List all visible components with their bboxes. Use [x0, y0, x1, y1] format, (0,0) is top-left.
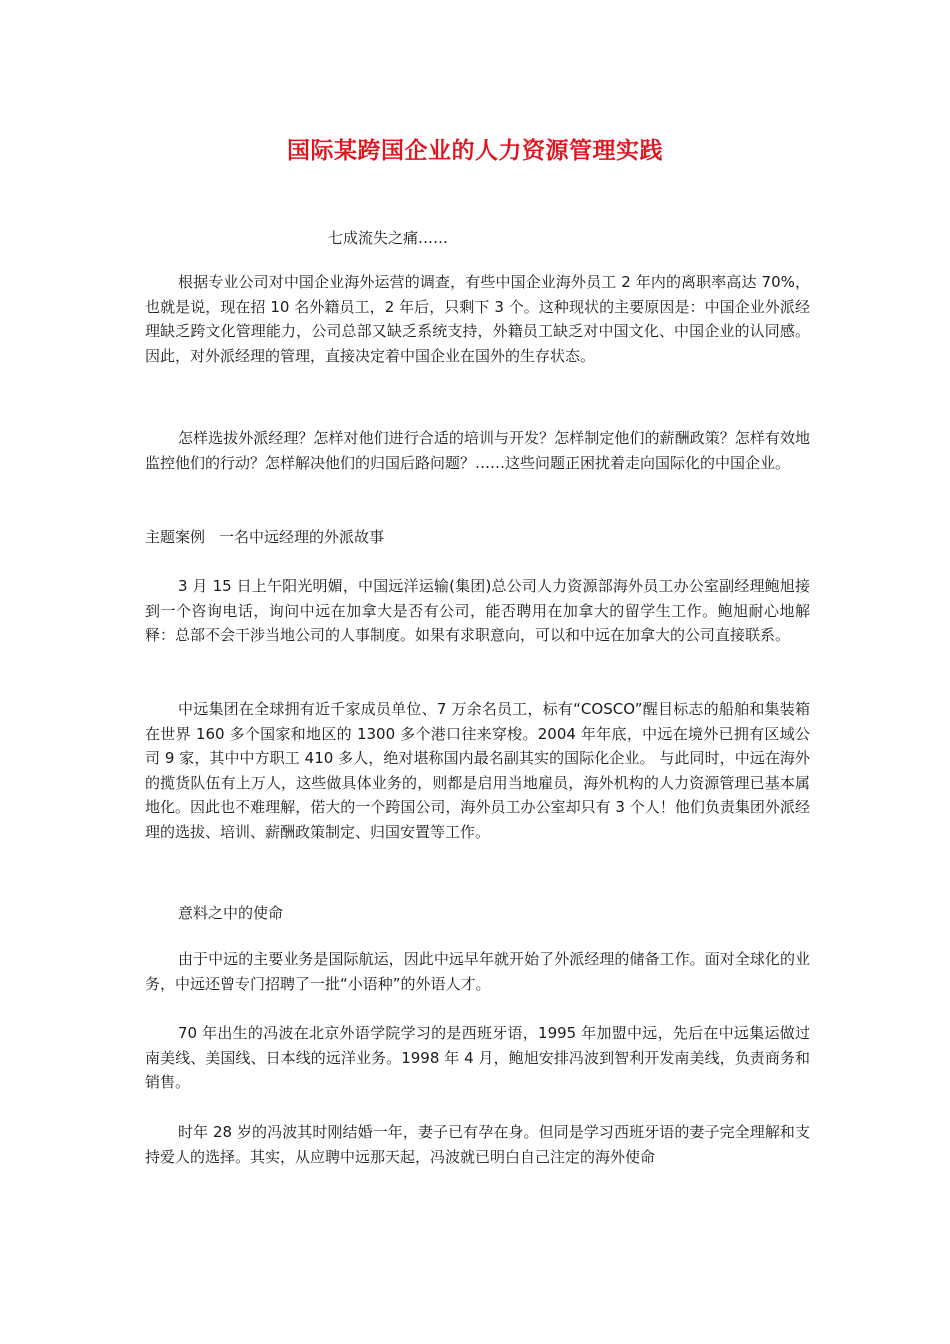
- paragraph-intro-2: 怎样选拔外派经理？怎样对他们进行合适的培训与开发？怎样制定他们的薪酬政策？怎样有效地监控他们的行动？怎样解决他们的归国后路问题？……这些问题正困扰着走向国际化的中国企业。: [145, 429, 810, 472]
- document-subtitle: 七成流失之痛……: [328, 229, 449, 247]
- document-title: 国际某跨国企业的人力资源管理实践: [287, 137, 663, 164]
- paragraph-intro-1: 根据专业公司对中国企业海外运营的调查，有些中国企业海外员工 2 年内的离职率高达 70%，也就是说，现在招 10 名外籍员工，2 年后，只剩下 3 个。这种现状的主要原因是：中国企业外派经理缺乏跨文化管理能力，公司总部又缺乏系统支持，外籍员工缺乏对中国文化、中国企业的认同感。因此，对外派经理的管理，直接决定着中国企业在国外的生存状态。: [145, 273, 810, 365]
- paragraph-section-3: 时年 28 岁的冯波其时刚结婚一年，妻子已有孕在身。但同是学习西班牙语的妻子完全理解和支持爱人的选择。其实，从应聘中远那天起，冯波就已明白自己注定的海外使命: [145, 1123, 810, 1166]
- case-heading-text: 一名中远经理的外派故事: [219, 528, 385, 546]
- paragraph-section-2: 70 年出生的冯波在北京外语学院学习的是西班牙语，1995 年加盟中远，先后在中远集运做过南美线、美国线、日本线的远洋业务。1998 年 4 月，鲍旭安排冯波到智利开发南美线，负责商务和销售。: [145, 1024, 810, 1091]
- paragraph-section-1: 由于中远的主要业务是国际航运，因此中远早年就开始了外派经理的储备工作。面对全球化的业务，中远还曾专门招聘了一批“小语种”的外语人才。: [145, 950, 810, 993]
- section-heading: 意料之中的使命: [178, 904, 284, 922]
- paragraph-case-2: 中远集团在全球拥有近千家成员单位、7 万余名员工，标有“COSCO”醒目标志的船舶和集装箱在世界 160 多个国家和地区的 1300 多个港口往来穿梭。2004 年年底，中远在境外已拥有区域公司 9 家，其中中方职工 410 多人，绝对堪称国内最名副其实的国际化企业。 与此同时，中远在海外的揽货队伍有上万人，这些做具体业务的，则都是启用当地雇员，海外机构的人力资源管理已基本属地化。因此也不难理解，偌大的一个跨国公司，海外员工办公室却只有 3 个人！他们负责集团外派经理的选拔、培训、薪酬政策制定、归国安置等工作。: [145, 700, 810, 841]
- case-heading: [145, 526, 384, 548]
- paragraph-case-1: 3 月 15 日上午阳光明媚，中国远洋运输(集团)总公司人力资源部海外员工办公室副经理鲍旭接到一个咨询电话，询问中远在加拿大是否有公司，能否聘用在加拿大的留学生工作。鲍旭耐心地解释：总部不会干涉当地公司的人事制度。如果有求职意向，可以和中远在加拿大的公司直接联系。: [145, 577, 810, 644]
- case-heading-label: 主题案例: [145, 528, 206, 546]
